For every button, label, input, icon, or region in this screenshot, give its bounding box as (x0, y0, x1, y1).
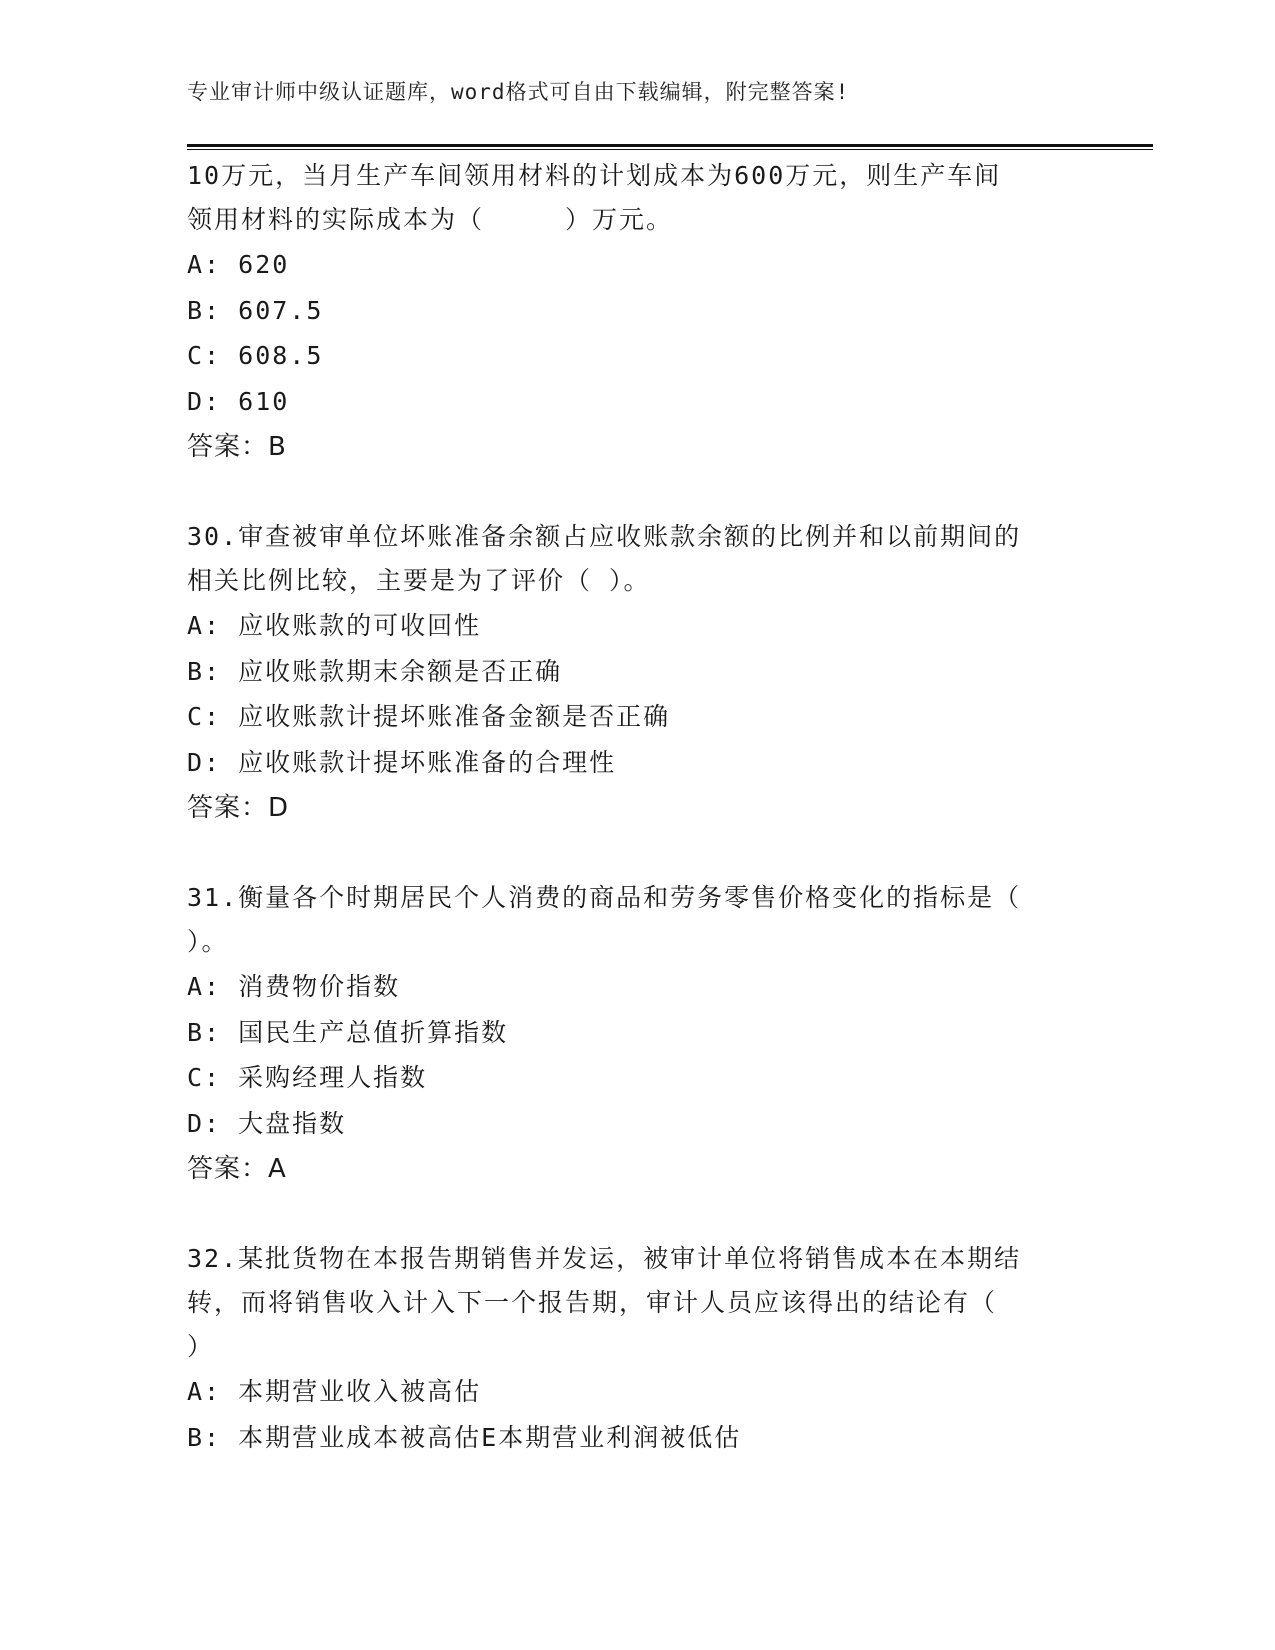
option-b: B: 607.5 (187, 295, 324, 325)
option-b: B: 国民生产总值折算指数 (187, 1017, 509, 1047)
answer: 答案：B (187, 432, 287, 462)
page-header: 专业审计师中级认证题库，word格式可自由下载编辑，附完整答案! (187, 80, 850, 104)
option-c: C: 采购经理人指数 (187, 1063, 428, 1092)
option-b: B: 本期营业成本被高估E本期营业利润被低估 (187, 1422, 742, 1452)
option-d: D: 应收账款计提坏账准备的合理性 (187, 747, 617, 777)
option-b: B: 应收账款期末余额是否正确 (187, 656, 563, 686)
question-list (187, 154, 1087, 1505)
answer: 答案：D (187, 793, 290, 823)
option-d: D: 大盘指数 (187, 1108, 347, 1138)
option-c: C: 应收账款计提坏账准备金额是否正确 (187, 702, 671, 731)
header-divider (187, 144, 1153, 147)
question-item (187, 515, 1087, 831)
question-line: 32.某批货物在本报告期销售并发运，被审计单位将销售成本在本期结 (187, 1244, 1022, 1273)
question-line: 31.衡量各个时期居民个人消费的商品和劳务零售价格变化的指标是（ (187, 883, 1022, 912)
question-line: 30.审查被审单位坏账准备余额占应收账款余额的比例并和以前期间的 (187, 522, 1022, 551)
question-item (187, 154, 1087, 470)
question-item (187, 876, 1087, 1192)
option-a: A: 620 (187, 250, 290, 279)
option-c: C: 608.5 (187, 341, 324, 370)
question-item (187, 1237, 1087, 1460)
option-a: A: 本期营业收入被高估 (187, 1377, 482, 1406)
option-a: A: 应收账款的可收回性 (187, 611, 482, 640)
option-a: A: 消费物价指数 (187, 972, 401, 1001)
answer: 答案：A (187, 1154, 287, 1184)
question-line: ） (187, 1332, 215, 1361)
question-line: ）。 (187, 927, 229, 956)
option-d: D: 610 (187, 386, 290, 416)
question-line: 转，而将销售收入计入下一个报告期，审计人员应该得出的结论有（ (187, 1288, 998, 1317)
question-line: 相关比例比较，主要是为了评价（ ）。 (187, 566, 651, 595)
question-line: 10万元，当月生产车间领用材料的计划成本为600万元，则生产车间 (187, 161, 1002, 190)
question-line: 领用材料的实际成本为（ ）万元。 (187, 205, 674, 234)
